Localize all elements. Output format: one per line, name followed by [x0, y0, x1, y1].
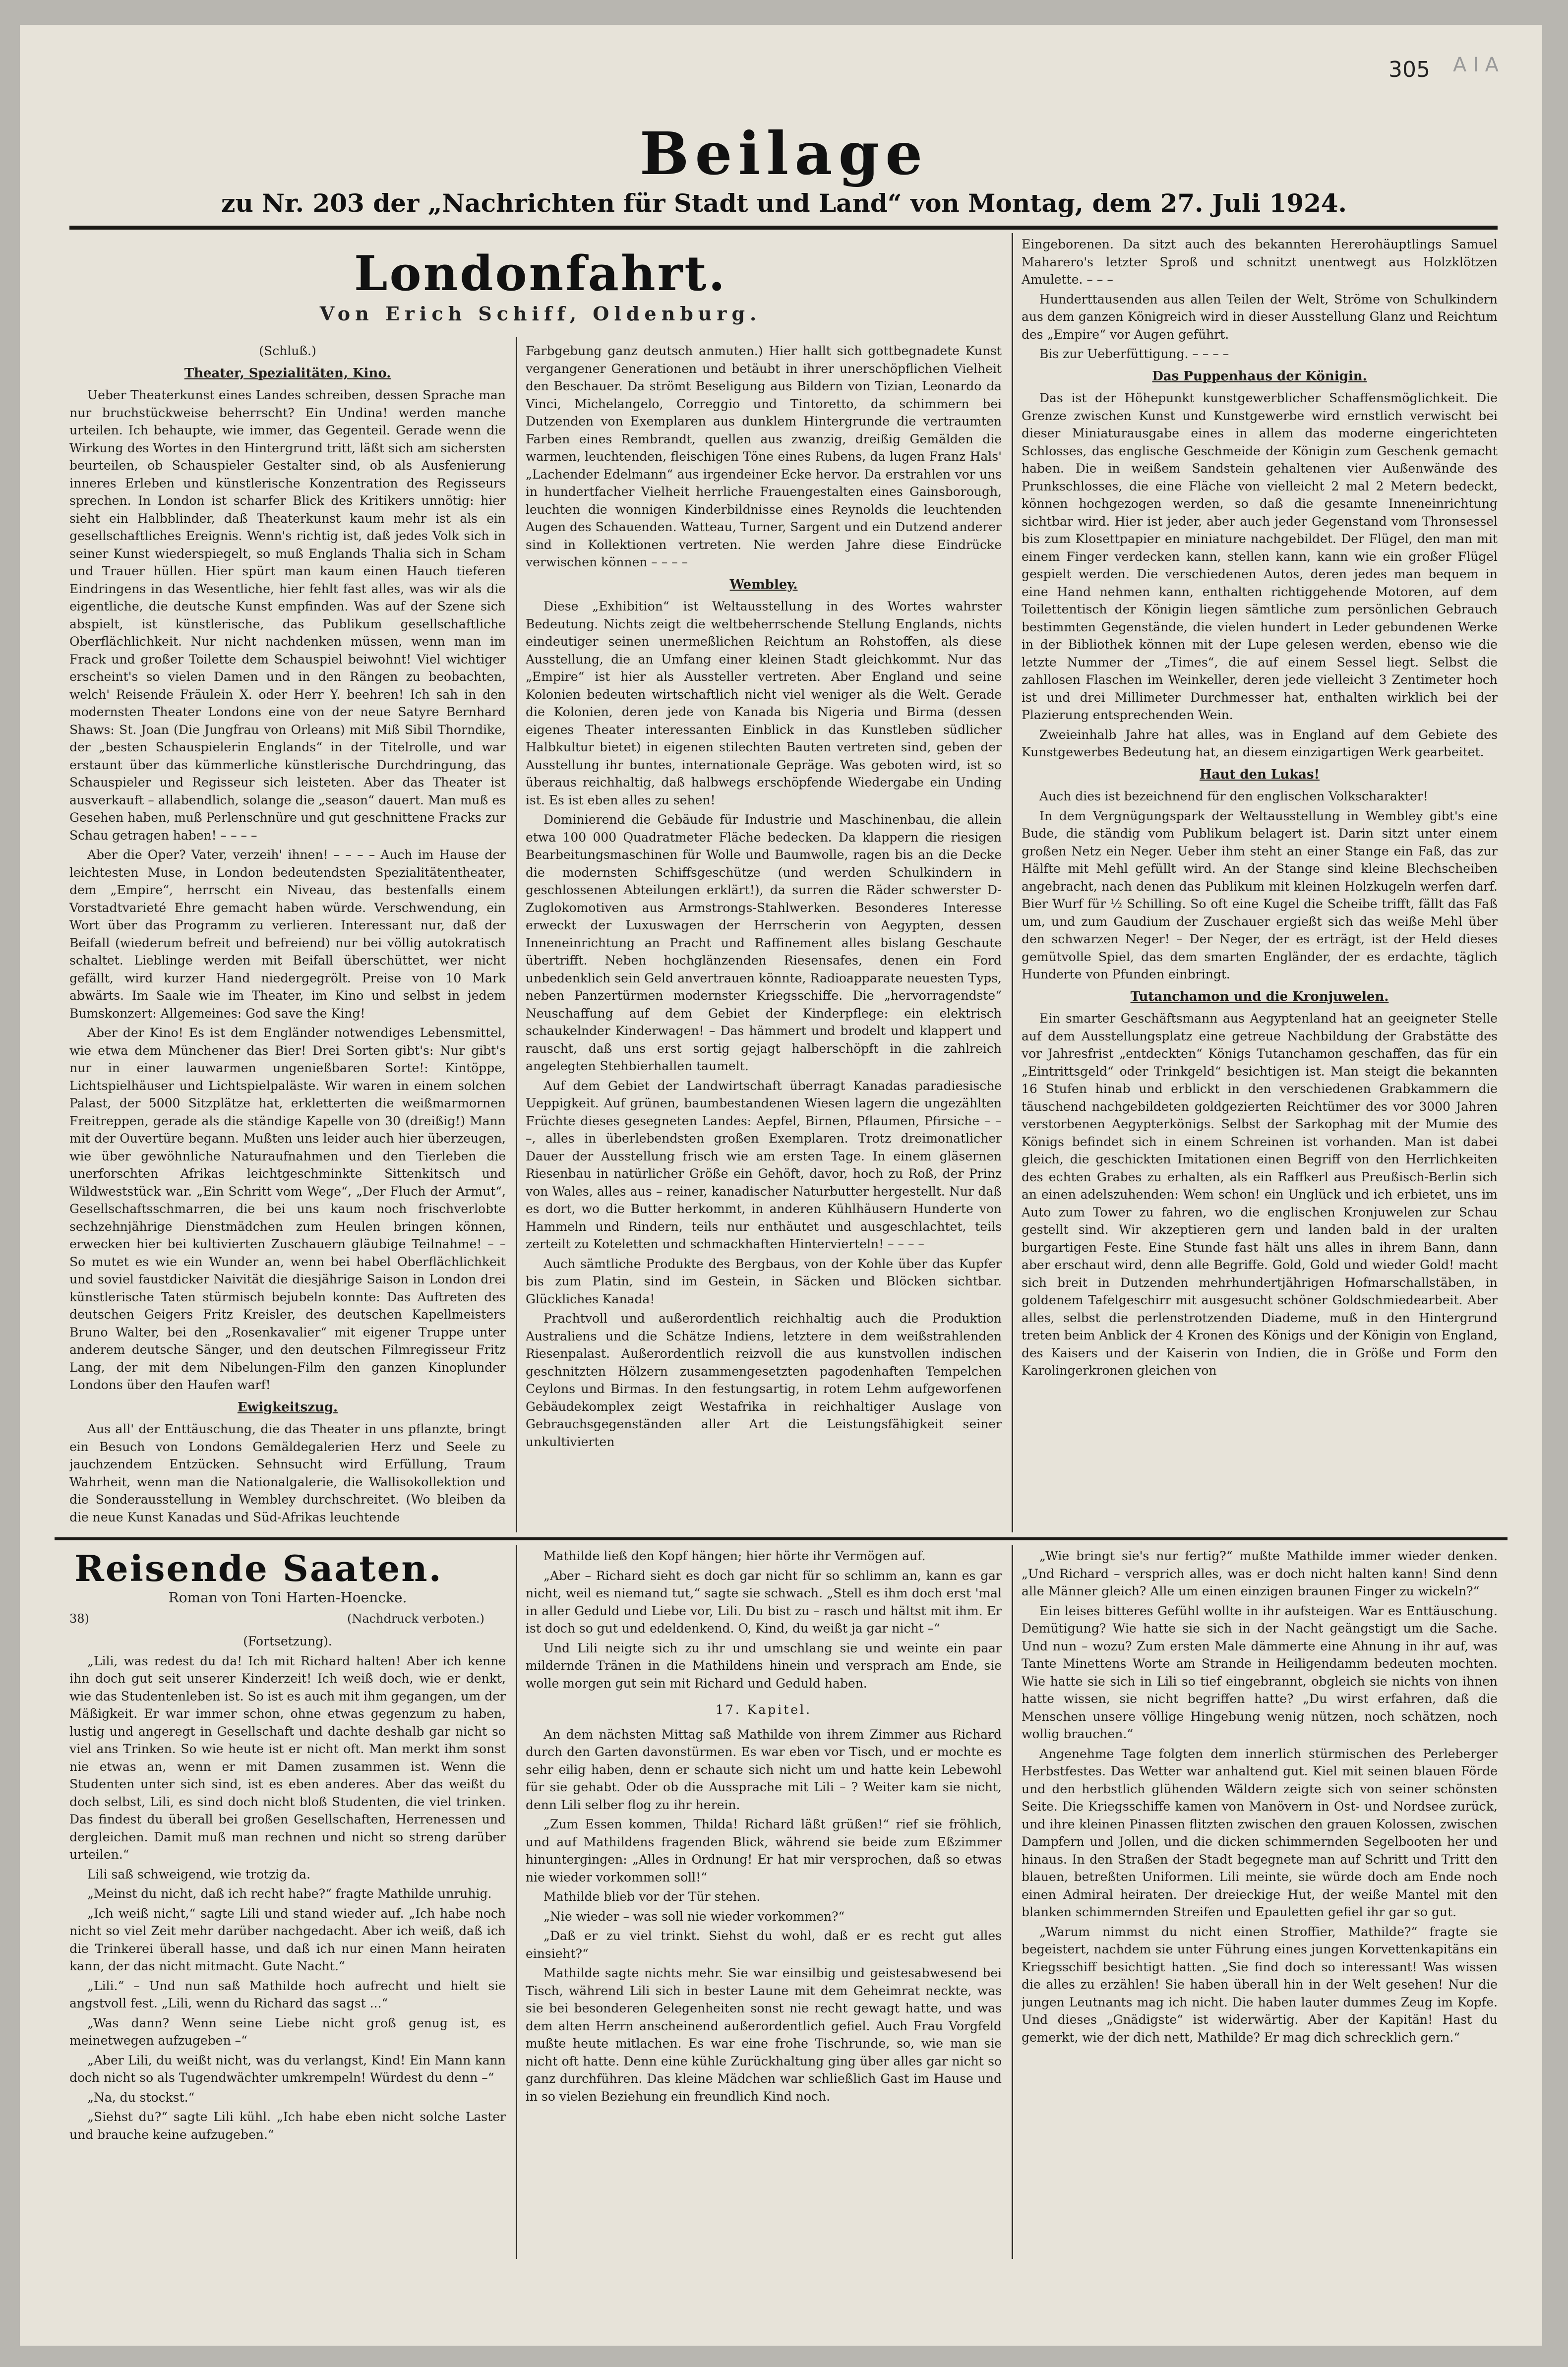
installment-number: 38): [69, 1612, 89, 1626]
paragraph: Hunderttausenden aus allen Teilen der Welt, Ströme von Schulkindern aus dem ganzen Königreich wird in dieser Ausstellung Glanz und Reichtum des „Empire“ vor Augen geführt.: [1022, 292, 1498, 342]
faint-stamp-text: A I A: [1453, 54, 1499, 76]
novel-byline: Roman von Toni Harten-Hoencke.: [168, 1589, 407, 1606]
paragraph: In dem Vergnügungspark der Weltausstellung in Wembley gibt's eine Bude, die ständig vom Publikum belagert ist. Darin sitzt unter einem großen Netz ein Neger. Ueber ihm steht an einer Stange ein Faß, das zur Hälfte mit Mehl gefüllt wird. An der Stange sind kleine Blechscheiben angebracht, nach denen das Publikum mit kleinen Holzkugeln werfen darf. Bier Wurf für ½ Schilling. So oft eine Kugel die Scheibe trifft, fällt das Faß um, und zum Gaudium der Zuschauer ergießt sich das weiße Mehl über den schwarzen Neger! – Der Neger, der es erträgt, ist der Held dieses gemütvolle Spiel, das dem smarten Engländer, der es erdachte, täglich Hunderte von Pfunden einbringt.: [1022, 808, 1498, 981]
paragraph: An dem nächsten Mittag saß Mathilde von ihrem Zimmer aus Richard durch den Garten davonstürmen. Es war eben vor Tisch, und er mochte es sehr eilig haben, denn er schaute sich nicht um und hatte kein Lebewohl für sie gehabt. Oder ob die Aussprache mit Lili – ? Weiter kam sie nicht, denn Lili selber flog zu ihr herein.: [526, 1727, 1002, 1812]
paragraph: Mathilde ließ den Kopf hängen; hier hörte ihr Vermögen auf.: [543, 1549, 926, 1563]
column-divider: [1012, 233, 1013, 1532]
paragraph: Zweieinhalb Jahre hat alles, was in England auf dem Gebiete des Kunstgewerbes Bedeutung hat, an diesem einzigartigen Werk gearbeitet.: [1022, 727, 1498, 759]
page-number: 305: [1388, 57, 1430, 82]
paragraph: Farbgebung ganz deutsch anmuten.) Hier hallt sich gottbegnadete Kunst vergangener Generationen und betäubt in ihrer unerschöpflichen Vielheit den Beschauer. Da strömt Beseligung aus Bildern von Tizian, Leonardo da Vinci, Michelangelo, Correggio und Tintoretto, da schimmern bei Dutzenden von Exemplaren aus dunklem Hintergrunde die vertraumten Farben eines Rembrandt, quellen aus zwanzig, dreißig Gemälden die warmen, leuchtenden, fleischigen Töne eines Rubens, da lugen Franz Hals' „Lachender Edelmann“ aus irgendeiner Ecke hervor. Da erstrahlen vor uns in hundertfacher Vielheit herrliche Frauengestalten eines Gainsborough, leuchten die wonnigen Kinderbildnisse eines Reynolds die leuchtenden Augen des Schauenden. Watteau, Turner, Sargent und ein Dutzend anderer sind in Kollektionen vertreten. Nie werden Jahre diese Eindrücke verwischen können – – – –: [526, 344, 1002, 569]
section-heading: Das Puppenhaus der Königin.: [1152, 368, 1367, 384]
paragraph: Ein leises bitteres Gefühl wollte in ihr aufsteigen. War es Enttäuschung. Demütigung? Wie hatte sie sich in der Nacht geängstigt um die Sache. Und nun – wozu? Zum ersten Male dämmerte eine Ahnung in ihr auf, was Tante Minettens Worte am Strande in Heiligendamm bedeuten mochten. Wie hatte sie sich in Lili so tief eingebrannt, obgleich sie nichts von ihnen hatte wissen, sie nicht begriffen hatte? „Du wirst erfahren, daß die Menschen unsere völlige Hingebung wenig nützen, noch schätzen, noch wollig brauchen.“: [1022, 1603, 1498, 1741]
paragraph: „Lili.“ – Und nun saß Mathilde hoch aufrecht und hielt sie angstvoll fest. „Lili, wenn du Richard das sagst ...“: [69, 1978, 506, 2010]
article-column-2: [526, 342, 1002, 1527]
section-heading: Tutanchamon und die Kronjuwelen.: [1130, 989, 1389, 1004]
paragraph: „Daß er zu viel trinkt. Siehst du wohl, daß er es recht gut alles einsieht?“: [526, 1929, 1002, 1961]
novel-column-2: [526, 1547, 1002, 2254]
copyright-note: (Nachdruck verboten.): [347, 1612, 484, 1626]
novel-column-3: [1022, 1547, 1498, 2254]
paragraph: Lili saß schweigend, wie trotzig da.: [87, 1867, 311, 1881]
paragraph: „Zum Essen kommen, Thilda! Richard läßt grüßen!“ rief sie fröhlich, und auf Mathildens fragenden Blick, während sie beide zum Eßzimmer hinuntergingen: „Alles in Ordnung! Er hat mir versprochen, daß so etwas nie wieder vorkommen soll!“: [526, 1817, 1002, 1884]
section-heading: Wembley.: [729, 577, 798, 592]
article-byline-londonfahrt: Von Erich Schiff, Oldenburg.: [319, 303, 762, 325]
novel-column-1: [69, 1633, 506, 2252]
paragraph: Auch sämtliche Produkte des Bergbaus, von der Kohle über das Kupfer bis zum Platin, sind im Gestein, in Säcken und Blöcken sichtbar. Glückliches Kanada!: [526, 1256, 1002, 1306]
paragraph: „Aber Lili, du weißt nicht, was du verlangst, Kind! Ein Mann kann doch nicht so als Tugendwächter umkrempeln! Würdest du denn –“: [69, 2053, 506, 2085]
section-heading: Theater, Spezialitäten, Kino.: [184, 365, 391, 381]
paragraph: Mathilde blieb vor der Tür stehen.: [543, 1889, 761, 1904]
paragraph: Aber die Oper? Vater, verzeih' ihnen! – – – – Auch im Hause der leichtesten Muse, in London bedeutendsten Spezialitätentheater, dem „Empire“, herrscht ein Niveau, das bestenfalls einem Vorstadtvarieté Ehre gemacht haben würde. Verschwendung, ein Wort über das Programm zu verlieren. Interessant nur, daß der Beifall (wiederum befreit und befreiend) nur bei völlig autokratisch schaltet. Lieblinge werden mit Beifall überschüttet, wer nicht gefällt, wird kurzer Hand niedergegrölt. Preise von 10 Mark abwärts. Im Saale wie im Theater, im Kino und selbst in jedem Bumskonzert: Allgemeines: God save the King!: [69, 848, 506, 1021]
paragraph: Angenehme Tage folgten dem innerlich stürmischen des Perleberger Herbstfestes. Das Wetter war anhaltend gut. Kiel mit seinen blauen Förde und den herbstlich glühenden Wäldern zeigte sich von seiner schönsten Seite. Die Kriegsschiffe kamen von Manövern in Ost- und Nordsee zurück, und ihre kleinen Pinassen flitzten zwischen den grauen Kolossen, zwischen Dampfern und Jollen, und die dicken schimmernden Segelbooten her und hinaus. In den Straßen der Stadt begegnete man auf Schritt und Tritt den blauen, betreßten Uniformen. Lili meinte, sie würde doch am Ende noch einen Admiral heiraten. Der dreieckige Hut, der weiße Mantel mit den blanken schimmernden Streifen und Epauletten gefiel ihr gar so gut.: [1022, 1746, 1498, 1919]
paragraph: „Nie wieder – was soll nie wieder vorkommen?“: [543, 1909, 845, 1924]
paragraph: Diese „Exhibition“ ist Weltausstellung in des Wortes wahrster Bedeutung. Nichts zeigt die weltbeherrschende Stellung Englands, nichts eindeutiger seinen unermeßlichen Reichtum an Rohstoffen, als diese Ausstellung, die an Umfang einer kleinen Stadt gleichkommt. Nur das „Empire“ ist hier als Aussteller vertreten. Aber England und seine Kolonien bedeuten wirtschaftlich nicht viel weniger als die Welt. Gerade die Kolonien, deren jede von Kanada bis Nigeria und Birma (dessen eigenes Theater interessanten Einblick in das Kunstleben südlicher Halbkultur bietet) in eigenen stilechten Bauten vertreten sind, geben der Ausstellung ihr buntes, internationale Gepräge. Was geboten wird, ist so überaus reichhaltig, daß halbwegs erschöpfende Wiedergabe ein Unding ist. Es ist eben alles zu sehen!: [526, 599, 1002, 807]
paragraph: Eingeborenen. Da sitzt auch des bekannten Hererohäuptlings Samuel Maharero's letzter Sproß und schnitzt unentwegt aus Holzklötzen Amulette. – – –: [1022, 237, 1498, 287]
paragraph: „Lili, was redest du da! Ich mit Richard halten! Aber ich kenne ihn doch gut seit unserer Kinderzeit! Ich weiß doch, wie er denkt, wie das Studentenleben ist. So ist es auch mit ihm gegangen, um der Mäßigkeit. Er war immer schon, ohne etwas gegenzum zu haben, lustig und angeregt in Gesellschaft und dachte deshalb gar nicht so viel ans Trinken. So wie heute ist er nicht oft. Man merkt ihm sonst nie etwas an, wenn er mit Damen zusammen ist. Wenn die Studenten unter sich sind, ist es eben anderes. Aber das weißt du doch selbst, Lili, es sind doch nicht bloß Studenten, die viel trinken. Das findest du überall bei großen Gesellschaften, Herrenessen und dergleichen. Damit muß man rechnen und nicht so streng darüber urteilen.“: [69, 1653, 506, 1862]
paragraph: „Wie bringt sie's nur fertig?“ mußte Mathilde immer wieder denken. „Und Richard – versprich alles, was er doch nicht halten kann! Sind denn alle Männer gleich? Alle um einen einzigen braunen Finger zu wickeln?“: [1022, 1549, 1498, 1598]
paragraph: „Na, du stockst.“: [87, 2090, 195, 2105]
supplement-title: Beilage: [639, 119, 929, 188]
continuation-note: (Fortsetzung).: [243, 1634, 332, 1648]
column-divider: [516, 1545, 517, 2259]
paragraph: „Ich weiß nicht,“ sagte Lili und stand wieder auf. „Ich habe noch nicht so viel Zeit mehr darüber nachgedacht. Aber ich weiß, daß ich die Trinkerei überall hasse, und daß ich nur einen Mann heiraten kann, der das nicht mitmacht. Gute Nacht.“: [69, 1906, 506, 1973]
header-rule: [69, 226, 1498, 230]
paragraph: Aus all' der Enttäuschung, die das Theater in uns pflanzte, bringt ein Besuch von Londons Gemäldegalerien Herz und Seele zu jauchzendem Entzücken. Sehnsucht wird Erfüllung, Traum Wahrheit, wenn man die Nationalgalerie, die Wallisokollektion und die Sonderausstellung in Wembley durchschreitet. (Wo bleiben da die neue Kunst Kanadas und Süd-Afrikas leuchtende: [69, 1422, 506, 1524]
chapter-heading: 17. Kapitel.: [715, 1702, 812, 1717]
continuation-note: (Schluß.): [259, 344, 316, 358]
section-heading: Ewigkeitszug.: [237, 1399, 338, 1415]
paragraph: Ueber Theaterkunst eines Landes schreiben, dessen Sprache man nur bruchstückweise beherrscht? Ein Undina! werden manche urteilen. Ich behaupte, wie immer, das Gegenteil. Gerade wenn die Wirkung des Wortes in den Hintergrund tritt, läßt sich am sichersten beurteilen, ob Schauspieler Gestalter sind, ob als Ausfenierung inneres Erleben und künstlerische Konzentration des Regisseurs sprechen. In London ist scharfer Blick des Kritikers unnötig: hier sieht ein Halbblinder, daß Theaterkunst kaum mehr ist als ein gesellschaftliches Ereignis. Wenn's richtig ist, daß jedes Volk sich in seiner Kunst wiederspiegelt, so muß Englands Thalia sich in Scham und Trauer hüllen. Hier spürt man kaum einen Hauch tieferen Eindringens in das Wesentliche, hier fehlt fast alles, was wir als die eigentliche, die deutsche Kunst empfinden. Was auf der Szene sich abspielt, ist künstlerische, das Publikum gesellschaftliche Oberflächlichkeit. Nur nicht nachdenken müssen, wenn man im Frack und großer Toilette dem Schauspiel beiwohnt! Viel wichtiger erscheint's so vielen Damen und in den Rängen zu beobachten, welch' Reisende Fräulein X. oder Herr Y. beehren! Ich sah in den modernsten Theater Londons eine von der neue Satyre Bernhard Shaws: St. Joan (Die Jungfrau von Orleans) mit Miß Sibil Thorndike, der „besten Schauspielerin Englands“ in der Titelrolle, und war erstaunt über das kümmerliche künstlerische Durchdringung, das Schauspieler und Regisseur sich leisteten. Aber das Theater ist ausverkauft – allabendlich, solange die „season“ dauert. Man muß es Gesehen haben, muß Perlenschnüre und gut geschnittene Fracks zur Schau getragen haben! – – – –: [69, 388, 506, 843]
paragraph: Und Lili neigte sich zu ihr und umschlang sie und weinte ein paar mildernde Tränen in die Mathildens hinein und versprach am Ende, sie wolle morgen gut sein mit Richard und Geduld haben.: [526, 1640, 1002, 1691]
paragraph: Mathilde sagte nichts mehr. Sie war einsilbig und geistesabwesend bei Tisch, während Lili sich in bester Laune mit dem Geheimrat neckte, was sie bei besonderen Gelegenheiten sonst nie recht gewagt hatte, und was dem alten Herrn anscheinend außerordentlich gefiel. Auch Frau Vorgfeld mußte heute mitlachen. Es war eine frohe Tischrunde, so, wie man sie nicht oft hatte. Denn eine kühle Zurückhaltung ging über alles gar nicht so ganz durchführen. Das kleine Mädchen war schließlich Gast im Hause und in so vielen Beziehung ein freundlich Kind noch.: [526, 1966, 1002, 2104]
article-column-1: [69, 342, 506, 1527]
column-divider: [1012, 1545, 1013, 2259]
paragraph: „Siehst du?“ sagte Lili kühl. „Ich habe eben nicht solche Laster und brauche keine aufzugeben.“: [69, 2110, 506, 2142]
article-column-3: [1022, 236, 1498, 1527]
article-title-londonfahrt: Londonfahrt.: [354, 245, 727, 302]
section-heading: Haut den Lukas!: [1199, 767, 1320, 782]
paragraph: Bis zur Ueberfüttigung. – – – –: [1039, 347, 1229, 361]
paragraph: „Aber – Richard sieht es doch gar nicht für so schlimm an, kann es gar nicht, weil es niemand tut,“ sagte sie schwach. „Stell es ihm doch erst 'mal in aller Geduld und Liebe vor, Lili. Du bist zu – rasch und hältst mit ihm. Er ist doch so gut und edeldenkend. O, Kind, du weißt ja gar nicht –“: [526, 1568, 1002, 1636]
paragraph: Prachtvoll und außerordentlich reichhaltig auch die Produktion Australiens und die Schätze Indiens, letztere in dem weißstrahlenden Riesenpalast. Außerordentlich reizvoll die aus kunstvollen indischen geschnitzten Hölzern zusammengesetzten pagodenhaften Tempelchen Ceylons und Birmas. In den festungsartig, in rotem Lehm aufgeworfenen Gebäudekomplex zeigt Westafrika in reichhaltiger Auslage von Gebrauchsgegenständen aller Art die Leistungsfähigkeit seiner unkultivierten: [526, 1311, 1002, 1449]
paragraph: Das ist der Höhepunkt kunstgewerblicher Schaffensmöglichkeit. Die Grenze zwischen Kunst und Kunstgewerbe wird ernstlich verwischt bei dieser Miniaturausgabe eines in allem das moderne eingerichteten Schlosses, das englische Geschmeide der Königin zum Geschenk gemacht haben. Die in weißem Sandstein gehaltenen vier Außenwände des Prunkschlosses, die eine Fläche von vielleicht 2 mal 2 Metern bedeckt, können hochgezogen werden, so daß die gesamte Inneneinrichtung sichtbar wird. Hier ist jeder, aber auch jeder Gegenstand vom Thronsessel bis zum Klosettpapier en miniature nachgebildet. Der Flügel, den man mit einem Finger verdecken kann, stellen kann, kann wie ein großer Flügel gespielt werden. Die verschiedenen Autos, deren jedes man bequem in eine Hand nehmen kann, enthalten richtiggehende Motoren, auf dem Toilettentisch der Königin liegen sämtliche zum persönlichen Gebrauch bestimmten Gegenstände, die vielen hundert in Leder gebundenen Werke in der Bibliothek können mit der Lupe gelesen werden, ebenso wie die letzte Nummer der „Times“, die auf einem Sessel liegt. Selbst die zahllosen Flaschen im Weinkeller, deren jede vielleicht 3 Zentimeter hoch ist und drei Millimeter Durchmesser hat, enthalten wirklich bei der Plazierung entsprechenden Wein.: [1022, 391, 1498, 722]
paragraph: „Meinst du nicht, daß ich recht habe?“ fragte Mathilde unruhig.: [87, 1886, 492, 1901]
section-rule: [55, 1537, 1508, 1540]
paragraph: Auf dem Gebiet der Landwirtschaft überragt Kanadas paradiesische Ueppigkeit. Auf grünen, baumbestandenen Wiesen lagern die ungezählten Früchte dieses gesegneten Landes: Aepfel, Birnen, Pflaumen, Pfirsiche – – –, alles in überlebendsten großen Exemplaren. Trotz dreimonatlicher Dauer der Ausstellung frisch wie am ersten Tage. In einem gläsernen Riesenbau in natürlicher Größe ein Gehöft, davor, hoch zu Roß, der Prinz von Wales, alles aus – reiner, kanadischer Naturbutter hergestellt. Nur daß es dort, wo die Butter herkommt, in anderen Kühlhäusern Hunderte von Hammeln und Rindern, teils nur enthäutet und ausgeschlachtet, teils zerteilt zu Koteletten und schmackhaften Hintervierteln! – – – –: [526, 1078, 1002, 1251]
paragraph: Ein smarter Geschäftsmann aus Aegyptenland hat an geeigneter Stelle auf dem Ausstellungsplatz eine getreue Nachbildung der Grabstätte des vor Jahresfrist „entdeckten“ Königs Tutanchamon geschaffen, das für ein „Eintrittsgeld“ oder Trinkgeld“ besichtigen ist. Man steigt die bekannten 16 Stufen hinab und erblickt in den verschiedenen Grabkammern die täuschend nachgebildeten goldgezierten Reichtümer des vor 3000 Jahren verstorbenen Aegypterkönigs. Selbst der Sarkophag mit der Mumie des Königs befindet sich in einem Schreinen ist vorhanden. Man ist dabei gleich, die geschickten Imitationen einen Begriff von den Herrlichkeiten des echten Grabes zu erhalten, als ein Raffkerl aus Preußisch-Berlin sich an einen adelszuhenden: Wem schon! ein Unglück und ich erbietet, uns im Auto zum Tower zu fahren, wo die englischen Kronjuwelen zur Schau gestellt sind. Wir akzeptieren gern und landen bald in der uralten burgartigen Feste. Eine Stunde fast hält uns alles in ihrem Bann, dann aber erschaut wird, denn alle Begriffe. Gold, Gold und wieder Gold! macht sich breit in Dutzenden mehrhundertjährigen Hofmarschallstäben, in goldenem Tafelgeschirr mit ausgesucht schöner Goldschmiedearbeit. Aber alles, selbst die perlenstrotzenden Diademe, muß in den Hintergrund treten beim Anblick der 4 Kronen des Königs und der Königin von England, des Kaisers und der Kaiserin von Indien, die in Größe und Form den Karolingerkronen gleichen von: [1022, 1011, 1498, 1378]
paragraph: Dominierend die Gebäude für Industrie und Maschinenbau, die allein etwa 100 000 Quadratmeter Fläche bedecken. Da klappern die riesigen Bearbeitungsmaschinen für Wolle und Baumwolle, ragen bis an die Decke die modernsten Schiffsgeschütze (und werden Schulkindern in geschlossenen Abteilungen erklärt!), da surren die Räder schwerster D-Zuglokomotiven aus Armstrongs-Stahlwerken. Besonderes Interesse erweckt der Luxuswagen der Herrscherin von Aegypten, dessen Inneneinrichtung an Pracht und Raffinement alles bislang Geschaute übertrifft. Neben hochglänzenden Riesensafes, denen ein Ford unbedenklich sein Geld anvertrauen könnte, Radioapparate neuesten Typs, neben Panzertürmen modernster Kriegsschiffe. Die „hervorragendste“ Neuschaffung auf dem Gebiet der Kinderpflege: ein elektrisch schaukelnder Kinderwagen! – Das hämmert und brodelt und klappert und rauscht, daß uns erst sortig gejagt halberschöpft in die zahlreich angelegten Stehbierhallen taumelt.: [526, 812, 1002, 1073]
paragraph: Auch dies ist bezeichnend für den englischen Volkscharakter!: [1039, 789, 1428, 803]
paragraph: „Warum nimmst du nicht einen Stroffier, Mathilde?“ fragte sie begeistert, nachdem sie unter Führung eines jungen Korvettenkapitäns ein Kriegsschiff besichtigt hatten. „Sie find doch so interessant! Was wissen die alles zu erzählen! Sie haben überall hin in der Welt gesehen! Nur die jungen Leutnants mag ich nicht. Die haben lauter dummes Zeug im Kopfe. Und dieses „Gnädigste“ ist widerwärtig. Aber der Kapitän! Hast du gemerkt, wie der dich nett, Mathilde? Er mag dich schrecklich gern.“: [1022, 1924, 1498, 2045]
novel-title: Reisende Saaten.: [74, 1547, 443, 1589]
supplement-subtitle: zu Nr. 203 der „Nachrichten für Stadt und Land“ von Montag, dem 27. Juli 1924.: [221, 188, 1347, 218]
paragraph: Aber der Kino! Es ist dem Engländer notwendiges Lebensmittel, wie etwa dem Münchener das Bier! Drei Sorten gibt's: Nur gibt's nur in einer lauwarmen ungenießbaren Sorte!: Kintöppe, Lichtspielhäuser und Lichtspielpaläste. Wir waren in einem solchen Palast, der 5000 Sitzplätze hat, erkletterten die weißmarmornen Freitreppen, gerade als die ständige Kapelle von 30 (dreißig!) Mann mit der Ouvertüre begann. Mußten uns leider auch hier überzeugen, wie über gewöhnliche Naturaufnahmen und den Tierleben die unerforschten Afrikas leichtgeschminkte Sittenkitsch und Wildweststück war. „Ein Schritt vom Wege“, „Der Fluch der Armut“, Gesellschaftsschmarren, die bei uns kaum noch frischverlobte sechzehnjährige Dienstmädchen zum Heulen bringen können, erwecken hier bei kultivierten Zuschauern gläubige Teilnahme! – – So mutet es wie ein Wunder an, wenn bei habel Oberflächlichkeit und soviel faustdicker Naivität die diesjährige Saison in London drei künstlerische Taten stürmisch bejubeln konnte: Das Auftreten des deutschen Geigers Fritz Kreisler, des deutschen Kapellmeisters Bruno Walter, bei den „Rosenkavalier“ mit eigener Truppe unter anderem deutsche Sänger, und den deutschen Filmregisseur Fritz Lang, der mit dem Nibelungen-Film den ganzen Kinoplunder Londons über den Haufen warf!: [69, 1026, 506, 1392]
column-divider: [516, 337, 517, 1532]
paragraph: „Was dann? Wenn seine Liebe nicht groß genug ist, es meinetwegen aufzugeben –“: [69, 2015, 506, 2048]
